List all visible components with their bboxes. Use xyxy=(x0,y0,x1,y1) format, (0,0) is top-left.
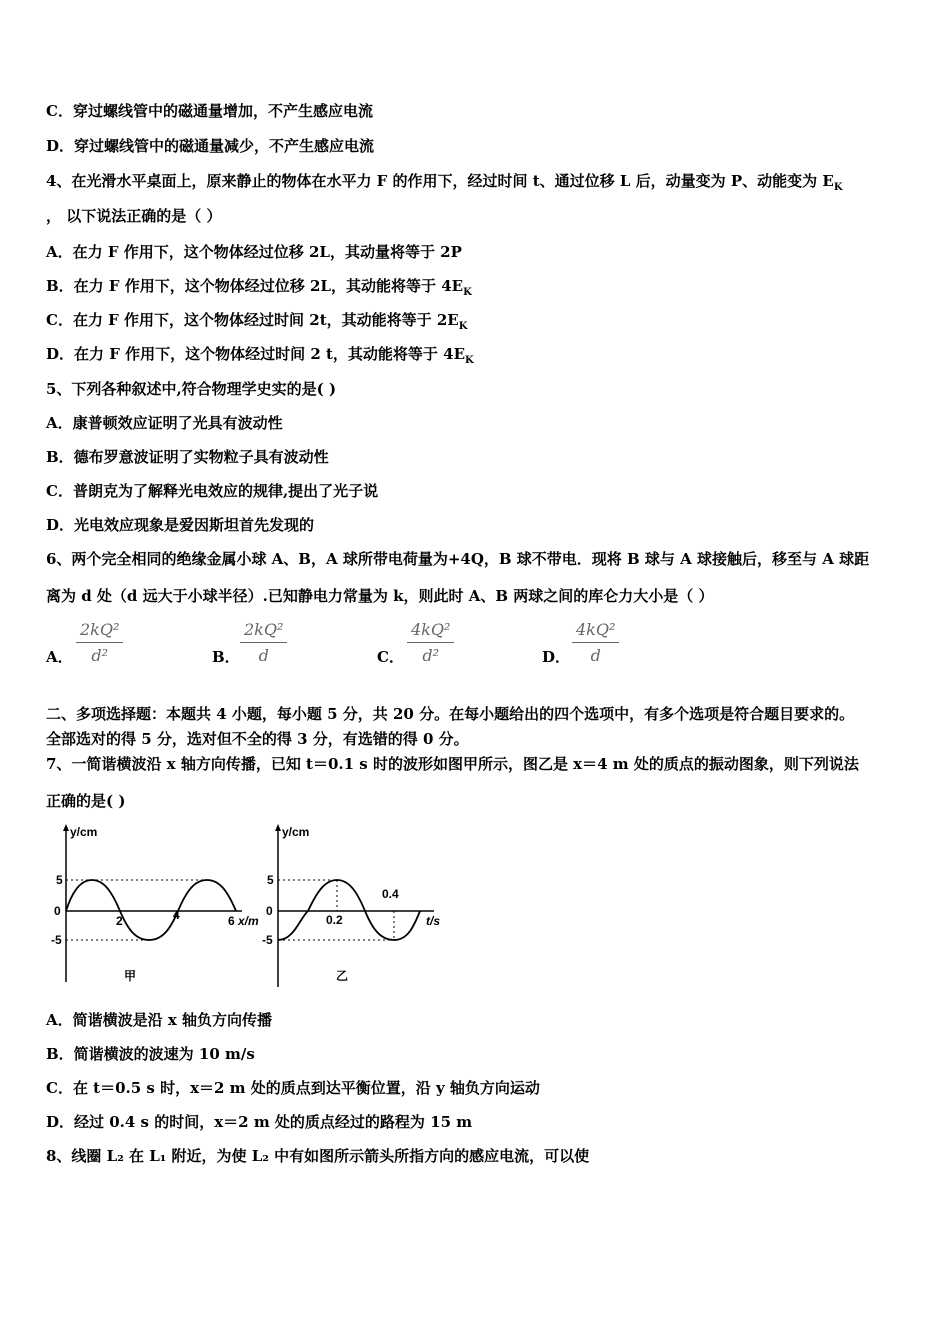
question-7-stem: 7、一简谐横波沿 x 轴方向传播，已知 t＝0.1 s 时的波形如图甲所示，图乙是 x＝4 m 处的质点的振动图象，则下列说法 xyxy=(46,755,859,773)
y-tick-zero: 0 xyxy=(54,904,61,918)
arrow-icon xyxy=(63,824,69,831)
option-text: D．在力 F 作用下，这个物体经过时间 2 t，其动能将等于 4E xyxy=(46,345,466,363)
y-label: y/cm xyxy=(282,825,310,839)
subscript-k: K xyxy=(458,321,468,332)
y-tick-pos: 5 xyxy=(56,873,63,887)
denominator: d² xyxy=(422,646,440,665)
question-5-option-b: B．德布罗意波证明了实物粒子具有波动性 xyxy=(46,448,329,466)
question-5-option-a: A．康普顿效应证明了光具有波动性 xyxy=(46,414,283,432)
figure-jia xyxy=(63,824,242,982)
question-4-option-b xyxy=(46,276,472,303)
question-4-stem-2: ， 以下说法正确的是（ ） xyxy=(46,207,222,225)
caption-jia: 甲 xyxy=(124,969,137,983)
option-text: C．在力 F 作用下，这个物体经过时间 2t，其动能将等于 2E xyxy=(46,311,459,329)
question-7-option-b: B．简谐横波的波速为 10 m/s xyxy=(46,1045,255,1063)
numerator: 2kQ² xyxy=(76,620,123,643)
question-5-stem: 5、下列各种叙述中,符合物理学史实的是( ) xyxy=(46,380,337,398)
y-tick-neg: -5 xyxy=(51,933,62,947)
question-4-option-c xyxy=(46,310,467,337)
wave-curve-yi xyxy=(278,880,420,940)
figure-yi-labels xyxy=(262,825,440,983)
section-2-heading-2: 全部选对的得 5 分，选对但不全的得 3 分，有选错的得 0 分。 xyxy=(46,730,469,748)
fraction xyxy=(240,620,287,665)
x-tick-4: 4 xyxy=(173,908,180,922)
numerator: 2kQ² xyxy=(240,620,287,643)
question-4-option-d xyxy=(46,344,474,371)
question-7-option-d: D．经过 0.4 s 的时间，x＝2 m 处的质点经过的路程为 15 m xyxy=(46,1113,473,1131)
question-5-option-c: C．普朗克为了解释光电效应的规律,提出了光子说 xyxy=(46,482,379,500)
y-tick-neg: -5 xyxy=(262,933,273,947)
question-5-option-d: D．光电效应现象是爱因斯坦首先发现的 xyxy=(46,516,315,534)
numerator: 4kQ² xyxy=(407,620,454,643)
fraction xyxy=(76,620,123,665)
question-7-option-a: A．简谐横波是沿 x 轴负方向传播 xyxy=(46,1011,273,1029)
line-q3d: D．穿过螺线管中的磁通量减少，不产生感应电流 xyxy=(46,137,375,155)
wave-curve-jia xyxy=(66,880,236,940)
denominator: d xyxy=(258,646,269,665)
question-4-option-a: A．在力 F 作用下，这个物体经过位移 2L，其动量将等于 2P xyxy=(46,243,462,261)
question-6-stem-2: 离为 d 处（d 远大于小球半径）.已知静电力常量为 k，则此时 A、B 两球之间的库仑力大小是（ ） xyxy=(46,587,714,605)
x-tick-2: 2 xyxy=(116,914,123,928)
x-label: x/m xyxy=(238,914,259,928)
figure-yi xyxy=(275,824,434,987)
x-label: t/s xyxy=(426,914,441,928)
caption-yi: 乙 xyxy=(336,969,349,983)
y-tick-pos: 5 xyxy=(267,873,274,887)
question-4-text: 4、在光滑水平桌面上，原来静止的物体在水平力 F 的作用下，经过时间 t、通过位移 L 后，动量变为 P、动能变为 E xyxy=(46,172,834,190)
x-tick-0.4: 0.4 xyxy=(382,887,399,901)
denominator: d xyxy=(590,646,601,665)
question-4-stem xyxy=(46,171,843,198)
fraction xyxy=(572,620,619,665)
option-label: B． xyxy=(212,648,240,666)
arrow-icon xyxy=(275,824,281,831)
question-7-option-c: C．在 t＝0.5 s 时，x＝2 m 处的质点到达平衡位置，沿 y 轴负方向运动 xyxy=(46,1079,540,1097)
subscript-k: K xyxy=(463,287,472,298)
option-label: C． xyxy=(377,648,404,666)
section-2-heading: 二、多项选择题：本题共 4 小题，每小题 5 分，共 20 分。在每小题给出的四个选项中，有多个选项是符合题目要求的。 xyxy=(46,705,855,723)
question-6-stem: 6、两个完全相同的绝缘金属小球 A、B，A 球所带电荷量为+4Q，B 球不带电．现将 B 球与 A 球接触后，移至与 A 球距 xyxy=(46,550,870,568)
option-label: A． xyxy=(46,648,73,666)
question-7-stem-2: 正确的是( ) xyxy=(46,792,126,810)
y-label: y/cm xyxy=(70,825,98,839)
option-label: D． xyxy=(542,648,571,666)
denominator: d² xyxy=(91,646,109,665)
y-tick-zero: 0 xyxy=(266,904,273,918)
subscript-k: K xyxy=(465,355,474,366)
option-text: B．在力 F 作用下，这个物体经过位移 2L，其动能将等于 4E xyxy=(46,277,464,295)
question-6-options xyxy=(46,618,746,678)
wave-figures xyxy=(42,822,462,992)
line-q3c: C．穿过螺线管中的磁通量增加，不产生感应电流 xyxy=(46,102,373,120)
fraction xyxy=(407,620,454,665)
x-tick-0.2: 0.2 xyxy=(326,913,343,927)
x-tick-6: 6 xyxy=(228,914,235,928)
numerator: 4kQ² xyxy=(572,620,619,643)
question-8-stem: 8、线圈 L₂ 在 L₁ 附近，为使 L₂ 中有如图所示箭头所指方向的感应电流，可以使 xyxy=(46,1147,590,1165)
figure-jia-labels xyxy=(51,825,259,983)
subscript-k: K xyxy=(833,182,843,193)
